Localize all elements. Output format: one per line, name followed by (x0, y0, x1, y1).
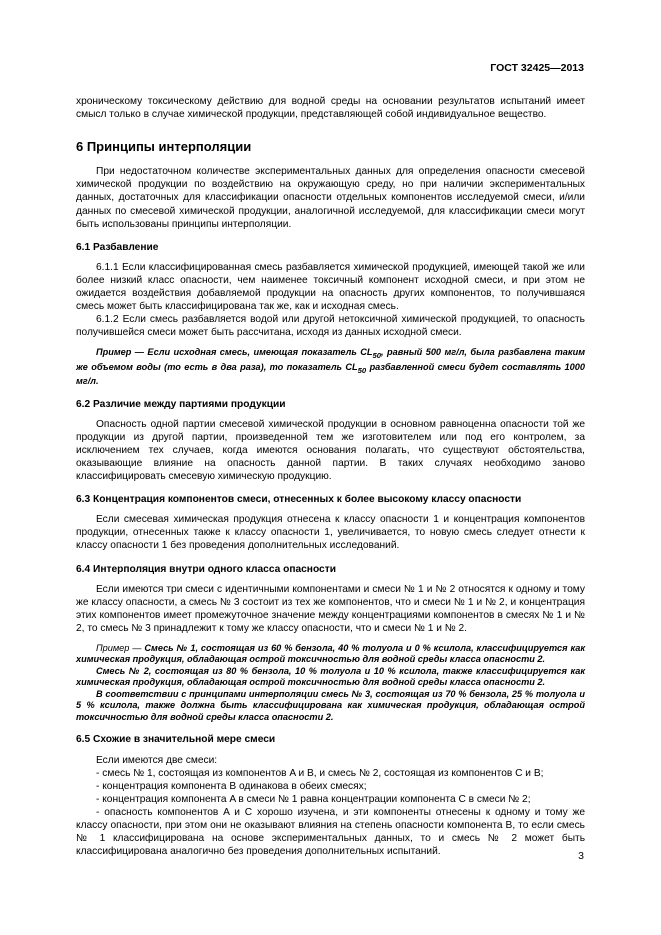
section-6-2-paragraph: Опасность одной партии смесевой химической продукции в основном равноценна опасности той же продукции из другой партии, произведенной тем же изготовителем или под его контролем, за исключением тех случаев, когда имеются основания полагать, что существуют обстоятельства, оказывающие влияние на опасность данной партии. В таких случаях необходимо заново классифицировать смесевую химическую продукцию. (76, 418, 585, 483)
section-6-4-example-3: В соответствии с принципами интерполяции смесь № 3, состоящая из 70 % бензола, 25 % толуола и 5 % ксилола, также должна быть классифицирована как химическая продукция, обладающая острой токсичностью для водной среды класса опасности 2. (76, 688, 585, 722)
section-6-3-paragraph: Если смесевая химическая продукция отнесена к классу опасности 1 и концентрация компонентов продукции, отнесенных также к классу опасности 1, увеличивается, то новую смесь следует отнести к классу опасности 1 без проведения дополнительных исследований. (76, 514, 585, 552)
section-6-1-2-paragraph: 6.1.2 Если смесь разбавляется водой или другой нетоксичной химической продукцией, то опасность получившейся смеси может быть рассчитана, исходя из данных исходной смеси. (76, 314, 585, 339)
list-item: - концентрация компонента B одинакова в обеих смесях; (96, 780, 367, 792)
section-6-2-heading: 6.2 Различие между партиями продукции (76, 398, 286, 410)
section-6-4-example-2: Смесь № 2, состоящая из 80 % бензола, 10 % толуола и 10 % ксилола, также классифицируется как химическая продукция, обладающая острой токсичностью для водной среды класса опасности 2. (76, 665, 585, 688)
section-6-paragraph: При недостаточном количестве экспериментальных данных для определения опасности смесевой химической продукции по воздействию на окружающую среду, но при наличии экспериментальных данных, достаточных для классификации опасности отдельных компонентов исследуемой смеси, и/или данных по смесевой химической продукции, аналогичной исследуемой, для классификации смеси могут быть использованы принципы интерполяции. (76, 166, 585, 230)
section-6-4-heading: 6.4 Интерполяция внутри одного класса опасности (76, 563, 336, 575)
section-6-heading: 6 Принципы интерполяции (76, 139, 252, 155)
list-item: - концентрация компонента A в смеси № 1 равна концентрации компонента C в смеси № 2; (96, 793, 531, 805)
list-item: - смесь № 1, состоящая из компонентов A и B, и смесь № 2, состоящая из компонентов C и B; (96, 767, 544, 779)
section-6-3-heading: 6.3 Концентрация компонентов смеси, отнесенных к более высокому классу опасности (76, 494, 522, 506)
section-6-1-1-paragraph: 6.1.1 Если классифицированная смесь разбавляется химической продукцией, имеющей такой же или более низкий класс опасности, чем наименее токсичный компонент исходной смеси, и при этом не ожидается воздействия добавляемой продукции на опасность других компонентов, то получившаяся смесь может быть классифицирована так же, как и исходная смесь. (76, 261, 585, 313)
document-body (76, 95, 585, 858)
section-6-4-example-1: Пример — Смесь № 1, состоящая из 60 % бензола, 40 % толуола и 0 % ксилола, классифицируется как химическая продукция, обладающая острой токсичностью для водной среды класса опасности 2. (76, 642, 585, 665)
section-6-4-paragraph: Если имеются три смеси с идентичными компонентами и смеси № 1 и № 2 относятся к одному и тому же классу опасности, а смесь № 3 состоит из тех же компонентов, что и смеси № 1 и № 2, и концентрация этих компонентов имеет промежуточное значение между концентрациями компонентов в смесях № 1 и № 2, то смесь № 3 принадлежит к тому же классу опасности, что и смеси № 1 и № 2. (76, 583, 585, 634)
list-item: - опасность компонентов A и C хорошо изучена, и эти компоненты отнесены к одному и тому же классу опасности, при этом они не оказывают влияния на степень опасности компонента B, то если смесь № 1 классифицирована на основе экспериментальных данных, то и смесь № 2 может быть классифицирована аналогично без проведения дополнительных испытаний. (76, 806, 585, 858)
section-6-5-heading: 6.5 Схожие в значительной мере смеси (76, 734, 276, 746)
section-6-1-heading: 6.1 Разбавление (76, 241, 159, 253)
intro-paragraph: хроническому токсическому действию для водной среды на основании результатов испытаний имеет смысл только в случае химической продукции, представляющей собой индивидуальное вещество. (76, 96, 585, 121)
section-6-5-intro: Если имеются две смеси: (96, 754, 218, 766)
page-number: 3 (578, 850, 584, 862)
standard-id: ГОСТ 32425—2013 (490, 62, 584, 74)
section-6-1-example: Пример — Если исходная смесь, имеющая показатель $CL_{50}$, равный 500 мг/л, была разбавлена таким же объемом воды (то есть в два раза), то показатель $CL_{50}$ разбавленной смеси будет составлять 1000 мг/л. (76, 347, 585, 387)
